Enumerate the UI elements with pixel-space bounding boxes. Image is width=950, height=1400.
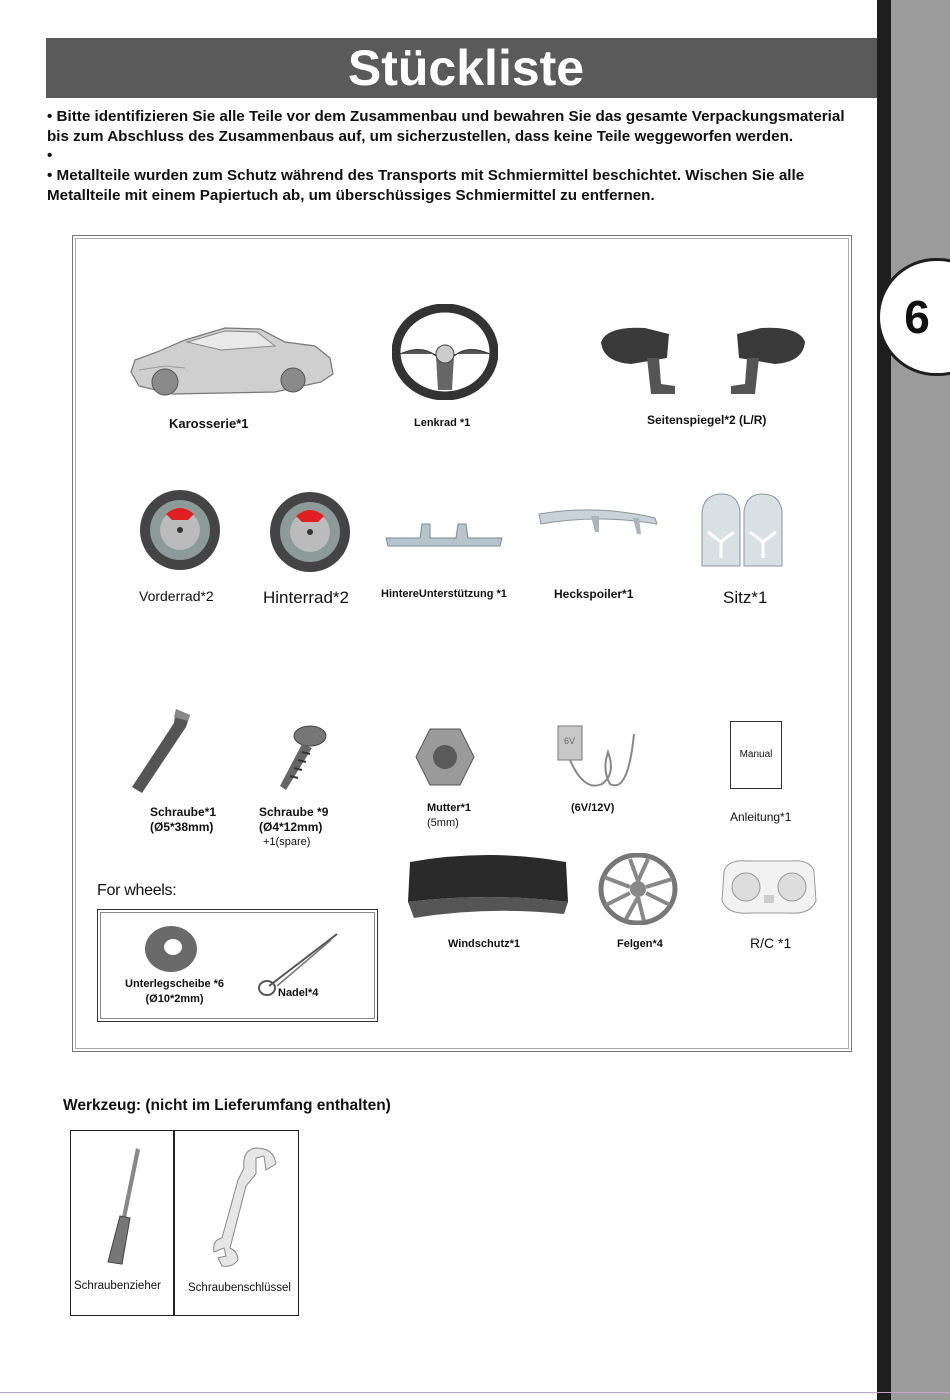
part-label-charger: (6V/12V) [571, 802, 615, 814]
part-label-front-wheel: Vorderrad*2 [139, 588, 214, 604]
small-screw-icon [272, 722, 330, 794]
windshield-icon [404, 852, 572, 922]
tool-label-wrench: Schraubenschlüssel [188, 1282, 291, 1294]
part-label-small-screw [259, 805, 328, 850]
intro-paragraph: • [47, 147, 53, 165]
long-screw-icon [128, 705, 198, 795]
part-label-line: (Ø5*38mm) [150, 820, 214, 834]
part-label-line: (Ø10*2mm) [145, 993, 204, 1005]
part-label-line: Schraube*1 [150, 805, 217, 819]
side-bar-dark [877, 0, 891, 1400]
part-label-manual: Anleitung*1 [730, 810, 792, 824]
side-bar [891, 0, 950, 1400]
page-title: Stückliste [347, 40, 585, 96]
charger-icon [554, 722, 640, 798]
part-label-line: Schraube *9 [259, 805, 329, 819]
nut-icon [414, 726, 476, 788]
manual-icon: Manual [730, 721, 782, 789]
tools-title: Werkzeug: (nicht im Lieferumfang enthalten) [63, 1097, 391, 1114]
page-number: 6 [904, 291, 930, 343]
intro-paragraph: • Bitte identifizieren Sie alle Teile vor dem Zusammenbau und bewahren Sie das gesamte Verpackungsmaterial bis zum Abschluss des Zusammenbaus auf, um sicherzustellen, dass keine Teile weggeworfen werden. [47, 108, 845, 145]
wrench-icon [212, 1144, 282, 1270]
rim-icon [598, 853, 678, 925]
part-label-windshield: Windschutz*1 [448, 938, 521, 950]
steering-wheel-icon [392, 304, 498, 400]
seat-icon [700, 492, 784, 570]
intro-text [47, 107, 847, 206]
rear-support-icon [384, 518, 504, 550]
part-label-line: Mutter*1 [427, 802, 472, 814]
part-label-nut [427, 801, 471, 831]
side-mirror-icon [597, 324, 809, 398]
rear-wheel-icon [268, 490, 352, 574]
wheels-title: For wheels: [97, 882, 177, 899]
part-label-rear-support: HintereUnterstützung *1 [381, 588, 507, 600]
washer-icon [143, 924, 199, 974]
part-label-rear-wheel: Hinterrad*2 [263, 588, 349, 607]
part-label-remote: R/C *1 [750, 935, 792, 951]
part-label-line: (5mm) [427, 817, 459, 829]
part-label-mirrors: Seitenspiegel*2 (L/R) [647, 413, 767, 427]
remote-control-icon [718, 857, 820, 917]
bottom-rule [0, 1392, 950, 1393]
front-wheel-icon [138, 488, 222, 572]
part-label-rims: Felgen*4 [617, 938, 663, 950]
part-label-washer [125, 977, 224, 1007]
part-label-line: Unterlegscheibe *6 [125, 978, 225, 990]
car-body-icon [125, 322, 337, 398]
screwdriver-icon [100, 1146, 146, 1266]
part-label-body: Karosserie*1 [169, 416, 249, 431]
tools-divider [173, 1130, 175, 1316]
part-label-spoiler: Heckspoiler*1 [554, 587, 634, 601]
part-label-steering-wheel: Lenkrad *1 [414, 417, 471, 429]
spoiler-icon [537, 502, 659, 536]
charger-text: 6V [564, 736, 576, 746]
part-label-line: (Ø4*12mm) [259, 820, 323, 834]
tool-label-screwdriver: Schraubenzieher [74, 1280, 161, 1292]
part-label-long-screw [150, 805, 216, 835]
part-label-seat: Sitz*1 [723, 588, 768, 607]
part-label-line: +1(spare) [263, 836, 311, 848]
intro-paragraph: • Metallteile wurden zum Schutz während des Transports mit Schmiermittel beschichtet. Wischen Sie alle Metallteile mit einem Papiertuch ab, um überschüssiges Schmiermittel zu entfernen. [47, 167, 805, 204]
part-label-pin: Nadel*4 [278, 987, 319, 999]
